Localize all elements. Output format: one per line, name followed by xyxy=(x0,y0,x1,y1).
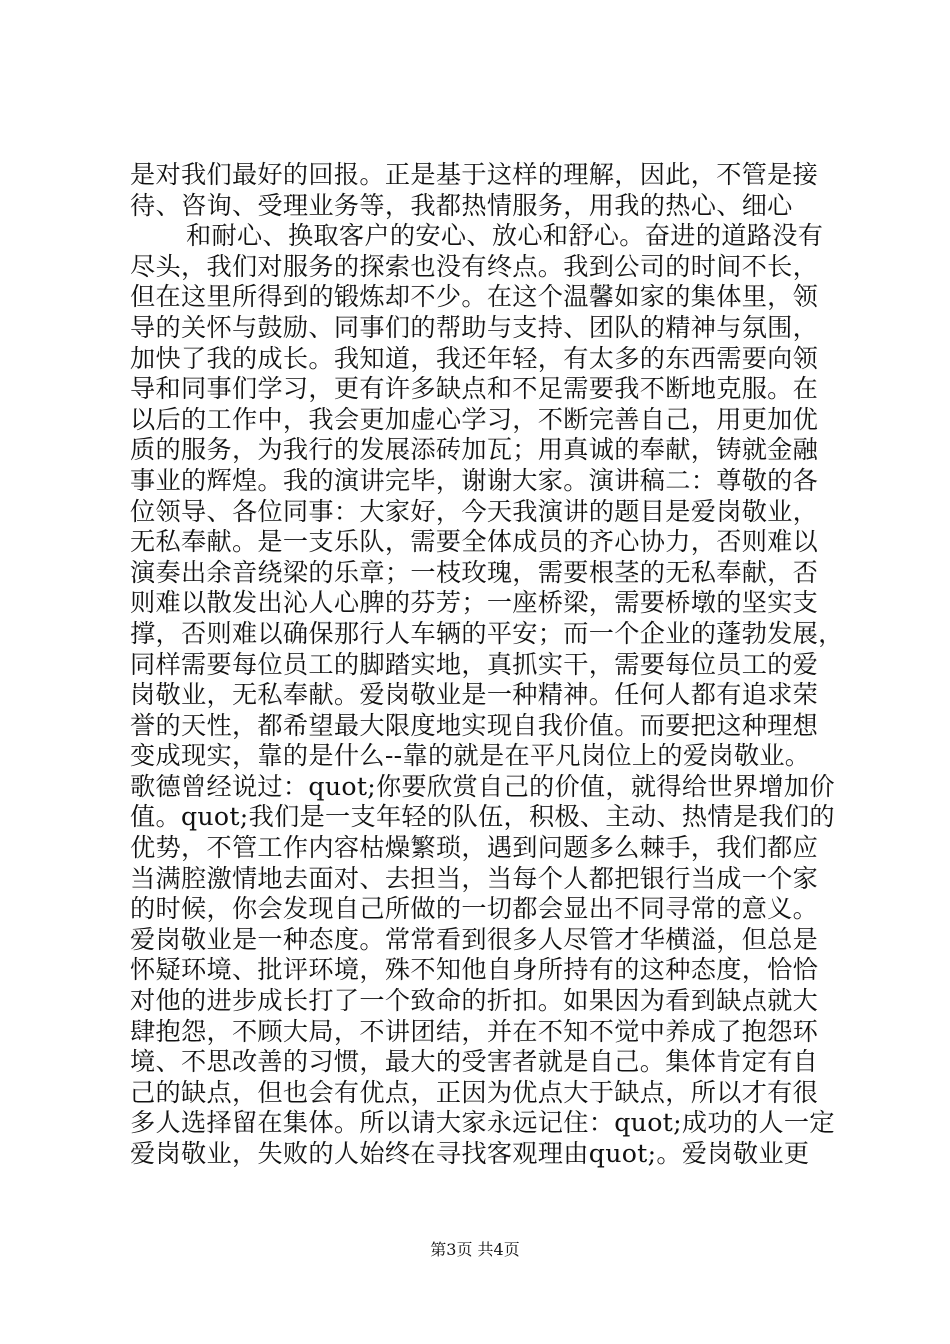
text-line: 同样需要每位员工的脚踏实地，真抓实干，需要每位员工的爱 xyxy=(130,649,819,679)
text-line: 则难以散发出沁人心脾的芬芳；一座桥梁，需要桥墩的坚实支 xyxy=(130,588,819,618)
page-number-label: 第3页 共4页 xyxy=(430,1240,520,1259)
text-line: 己的缺点，但也会有优点，正因为优点大于缺点，所以才有很 xyxy=(130,1077,819,1107)
text-line: 怀疑环境、批评环境，殊不知他自身所持有的这种态度，恰恰 xyxy=(130,955,819,985)
text-line: 撑，否则难以确保那行人车辆的平安；而一个企业的蓬勃发展， xyxy=(130,618,844,648)
text-line: 但在这里所得到的锻炼却不少。在这个温馨如家的集体里，领 xyxy=(130,282,819,312)
text-line: 变成现实，靠的是什么--靠的就是在平凡岗位上的爱岗敬业。 xyxy=(130,741,811,771)
text-line: 位领导、各位同事：大家好，今天我演讲的题目是爱岗敬业， xyxy=(130,496,819,526)
page-footer xyxy=(0,1240,950,1260)
text-line-indented: 和耐心、换取客户的安心、放心和舒心。奋进的道路没有 xyxy=(186,221,824,251)
text-line: 岗敬业，无私奉献。爱岗敬业是一种精神。任何人都有追求荣 xyxy=(130,680,819,710)
text-line: 演奏出余音绕梁的乐章；一枝玫瑰，需要根茎的无私奉献，否 xyxy=(130,557,819,587)
text-line: 加快了我的成长。我知道，我还年轻，有太多的东西需要向领 xyxy=(130,343,819,373)
text-line: 导和同事们学习，更有许多缺点和不足需要我不断地克服。在 xyxy=(130,374,819,404)
body-text xyxy=(130,160,850,1170)
text-line: 的时候，你会发现自己所做的一切都会显出不同寻常的意义。 xyxy=(130,894,819,924)
text-line: 优势，不管工作内容枯燥繁琐，遇到问题多么棘手，我们都应 xyxy=(130,833,819,863)
text-line: 事业的辉煌。我的演讲完毕，谢谢大家。演讲稿二：尊敬的各 xyxy=(130,465,819,495)
text-line: 导的关怀与鼓励、同事们的帮助与支持、团队的精神与氛围， xyxy=(130,312,819,342)
text-line: 爱岗敬业，失败的人始终在寻找客观理由quot;。爱岗敬业更 xyxy=(130,1139,810,1168)
text-line: 对他的进步成长打了一个致命的折扣。如果因为看到缺点就大 xyxy=(130,986,819,1016)
text-line: 待、咨询、受理业务等，我都热情服务，用我的热心、细心 xyxy=(130,190,793,220)
text-line: 尽头，我们对服务的探索也没有终点。我到公司的时间不长， xyxy=(130,251,819,281)
text-line: 值。quot;我们是一支年轻的队伍，积极、主动、热情是我们的 xyxy=(130,802,835,832)
text-line: 质的服务，为我行的发展添砖加瓦；用真诚的奉献，铸就金融 xyxy=(130,435,819,465)
text-line: 肆抱怨，不顾大局，不讲团结，并在不知不觉中养成了抱怨环 xyxy=(130,1016,819,1046)
text-line: 爱岗敬业是一种态度。常常看到很多人尽管才华横溢，但总是 xyxy=(130,924,819,954)
text-line: 歌德曾经说过：quot;你要欣赏自己的价值，就得给世界增加价 xyxy=(130,771,835,801)
text-line: 多人选择留在集体。所以请大家永远记住：quot;成功的人一定 xyxy=(130,1108,835,1138)
text-line: 以后的工作中，我会更加虚心学习，不断完善自己，用更加优 xyxy=(130,404,819,434)
text-line: 当满腔激情地去面对、去担当，当每个人都把银行当成一个家 xyxy=(130,863,819,893)
text-line: 无私奉献。是一支乐队，需要全体成员的齐心协力，否则难以 xyxy=(130,527,819,557)
text-line: 誉的天性，都希望最大限度地实现自我价值。而要把这种理想 xyxy=(130,710,819,740)
text-line: 境、不思改善的习惯，最大的受害者就是自己。集体肯定有自 xyxy=(130,1047,819,1077)
text-line: 是对我们最好的回报。正是基于这样的理解，因此，不管是接 xyxy=(130,160,819,189)
